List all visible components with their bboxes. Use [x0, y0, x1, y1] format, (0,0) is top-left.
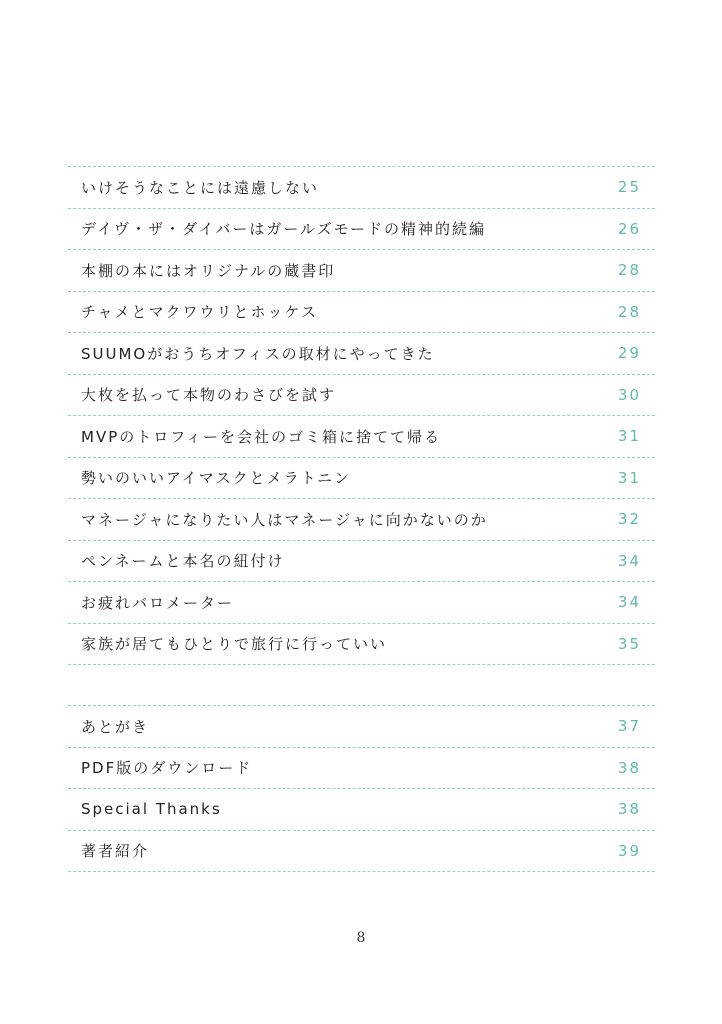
toc-page: 31 [617, 468, 641, 487]
toc-title: あとがき [81, 717, 150, 736]
toc-row[interactable] [68, 250, 655, 292]
toc-page: 31 [617, 427, 641, 446]
toc-row[interactable] [68, 748, 655, 790]
toc-page: 34 [617, 593, 641, 612]
toc-title: 大枚を払って本物のわさびを試す [81, 386, 337, 405]
toc-section-appendix [68, 705, 655, 872]
toc-title: 本棚の本にはオリジナルの蔵書印 [81, 261, 336, 280]
toc-page: 28 [617, 261, 641, 280]
toc-title: マネージャになりたい人はマネージャに向かないのか [81, 510, 488, 529]
toc-page: 39 [617, 841, 641, 860]
toc-page: 26 [617, 219, 641, 238]
toc-title: お疲れバロメーター [81, 593, 235, 612]
toc-page: 25 [617, 178, 641, 197]
toc-title: チャメとマクワウリとホッケス [81, 303, 318, 322]
toc-title: SUUMOがおうちオフィスの取材にやってきた [81, 344, 435, 363]
toc-page: 30 [617, 385, 641, 404]
toc-row[interactable] [68, 831, 655, 873]
toc-page: 37 [617, 717, 641, 736]
toc-page: 35 [617, 634, 641, 653]
toc-title: PDF版のダウンロード [81, 759, 253, 778]
toc-title: デイヴ・ザ・ダイバーはガールズモードの精神的続編 [81, 220, 487, 239]
toc-row[interactable] [68, 706, 655, 748]
page-number: 8 [356, 930, 366, 946]
toc-section-main [68, 166, 655, 665]
toc-title: ペンネームと本名の紐付け [81, 552, 285, 571]
toc-page: 34 [617, 551, 641, 570]
toc-title: いけそうなことには遠慮しない [81, 178, 320, 197]
toc-row[interactable] [68, 541, 655, 583]
toc-title: 家族が居てもひとりで旅行に行っていい [81, 635, 388, 654]
toc-row[interactable] [68, 789, 655, 831]
toc-title: MVPのトロフィーを会社のゴミ箱に捨てて帰る [81, 427, 442, 446]
toc-title: Special Thanks [81, 800, 222, 819]
toc-title: 著者紹介 [81, 842, 150, 861]
toc-page: 38 [617, 758, 641, 777]
toc-row[interactable] [68, 416, 655, 458]
toc-row[interactable] [68, 292, 655, 334]
toc-page: 38 [617, 800, 641, 819]
toc-page: 29 [617, 344, 641, 363]
toc-page: 28 [617, 302, 641, 321]
toc-row[interactable] [68, 582, 655, 624]
toc-row[interactable] [68, 375, 655, 417]
toc-row[interactable] [68, 499, 655, 541]
toc-row[interactable] [68, 167, 655, 209]
toc-row[interactable] [68, 209, 655, 251]
toc-row[interactable] [68, 624, 655, 666]
toc-row[interactable] [68, 333, 655, 375]
toc-row[interactable] [68, 458, 655, 500]
toc-page: 32 [617, 510, 641, 529]
toc-title: 勢いのいいアイマスクとメラトニン [81, 469, 352, 488]
